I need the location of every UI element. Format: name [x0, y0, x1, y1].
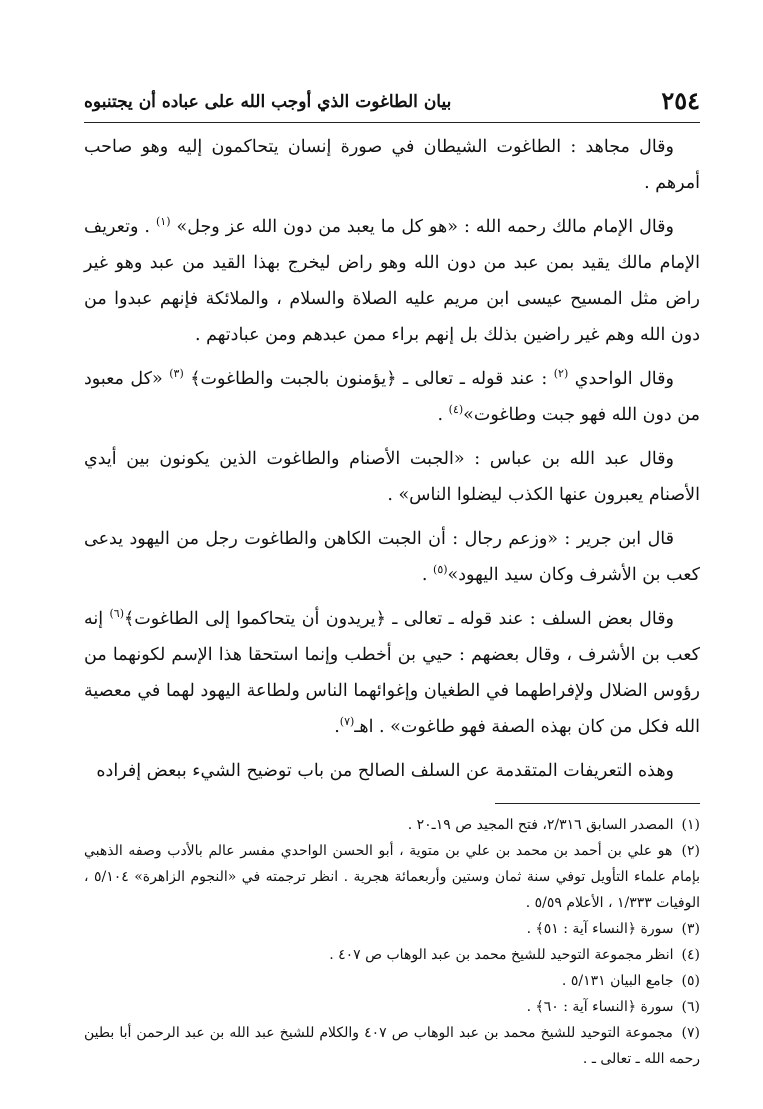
running-title: بيان الطاغوت الذي أوجب الله على عباده أن يجتنبوه: [84, 92, 452, 112]
paragraph-definitions: وهذه التعريفات المتقدمة عن السلف الصالح من باب توضيح الشيء ببعض إفراده: [96, 761, 674, 781]
footnote-text: جامع البيان ٥/١٣١ .: [561, 973, 674, 989]
footnote-marker: (٣): [169, 367, 184, 381]
footnote-number: (٧): [681, 1025, 700, 1041]
footnotes-list: [84, 812, 700, 1072]
footnote-text: المصدر السابق ٢/٣١٦، فتح المجيد ص ١٩ـ٢٠ .: [407, 817, 674, 833]
book-page: [84, 86, 700, 1072]
footnote-number: (٤): [681, 947, 700, 963]
footnote-text: سورة ﴿النساء آية : ٥١﴾ .: [526, 921, 674, 937]
paragraph-malik: وقال الإمام مالك رحمه الله : «هو كل ما يعبد من دون الله عز وجل» $^{(١)}$ . وتعريف الإمام مالك يقيد بمن عبد من دون الله وهو راض ليخرج بهذا القيد من عبد وهو غير راض مثل المسيح عيسى ابن مريم عليه الصلاة والسلام ، والملائكة فإنهم عبدوا من دون الله وهم غير راضين بذلك بل إنهم براء ممن عبدهم ومن عبادتهم .: [84, 215, 700, 345]
footnote-marker: (٦): [109, 607, 124, 621]
footnote-number: (٦): [681, 999, 700, 1015]
paragraph-ibn-abbas: وقال عبد الله بن عباس : «الجبت الأصنام والطاغوت الذين يكونون بين أيدي الأصنام يعبرون عنها الكذب ليضلوا الناس» .: [84, 449, 700, 505]
footnote-7: [84, 1020, 700, 1072]
footnote-separator: [495, 803, 700, 804]
footnote-text: سورة ﴿النساء آية : ٦٠﴾ .: [526, 999, 674, 1015]
footnote-marker: (٤): [448, 403, 464, 417]
footnote-text: مجموعة التوحيد للشيخ محمد بن عبد الوهاب ص ٤٠٧ والكلام للشيخ عبد الله بن عبد الرحمن أبا بطين رحمه الله ـ تعالى ـ .: [84, 1025, 700, 1067]
footnote-text: هو علي بن أحمد بن محمد بن علي بن متوية ، أبو الحسن الواحدي مفسر عالم بالأدب وصفه الذهبي بإمام علماء التأويل توفي سنة ثمان وستين وأربعمائة هجرية . انظر ترجمته في «النجوم الزاهرة» ٥/١٠٤ ، الوفيات ١/٣٣٣ ، الأعلام ٥/٥٩ .: [84, 843, 701, 911]
footnote-number: (١): [681, 817, 700, 833]
paragraph-ibn-jarir: قال ابن جرير : «وزعم رجال : أن الجبت الكاهن والطاغوت رجل من اليهود يدعى كعب بن الأشرف وكان سيد اليهود»$^{(٥)}$ .: [84, 529, 700, 585]
footnote-2: [84, 838, 700, 916]
page-header: [84, 86, 700, 123]
footnote-marker: (٧): [339, 715, 355, 729]
footnote-number: (٥): [681, 973, 700, 989]
footnote-text: انظر مجموعة التوحيد للشيخ محمد بن عبد الوهاب ص ٤٠٧ .: [329, 947, 674, 963]
page-number: ٢٥٤: [661, 86, 700, 115]
footnote-marker: (٢): [553, 367, 569, 381]
footnote-number: (٢): [681, 843, 700, 859]
footnote-marker: (١): [155, 215, 171, 229]
footnote-3: [84, 916, 700, 942]
footnote-number: (٣): [681, 921, 700, 937]
footnote-1: [84, 812, 700, 838]
paragraph-mujahid: وقال مجاهد : الطاغوت الشيطان في صورة إنسان يتحاكمون إليه وهو صاحب أمرهم .: [84, 137, 700, 193]
footnote-6: [84, 994, 700, 1020]
paragraph-salaf: وقال بعض السلف : عند قوله ـ تعالى ـ ﴿يريدون أن يتحاكموا إلى الطاغوت﴾$^{(٦)}$ إنه كعب بن الأشرف ، وقال بعضهم : حيي بن أخطب وإنما استحقا هذا الإسم لكونهما من رؤوس الضلال ولإفراطهما في الطغيان وإغوائهما الناس ولطاعة اليهود لهما في معصية الله فكل من كان بهذه الصفة فهو طاغوت» . اهـ$^{(٧)}$.: [84, 607, 700, 737]
footnote-marker: (٥): [433, 563, 448, 577]
footnote-4: [84, 942, 700, 968]
footnote-5: [84, 968, 700, 994]
paragraph-wahidi: وقال الواحدي $^{(٢)}$ : عند قوله ـ تعالى ـ ﴿يؤمنون بالجبت والطاغوت﴾ $^{(٣)}$ «كل معبود من دون الله فهو جبت وطاغوت»$^{(٤)}$ .: [84, 367, 700, 425]
